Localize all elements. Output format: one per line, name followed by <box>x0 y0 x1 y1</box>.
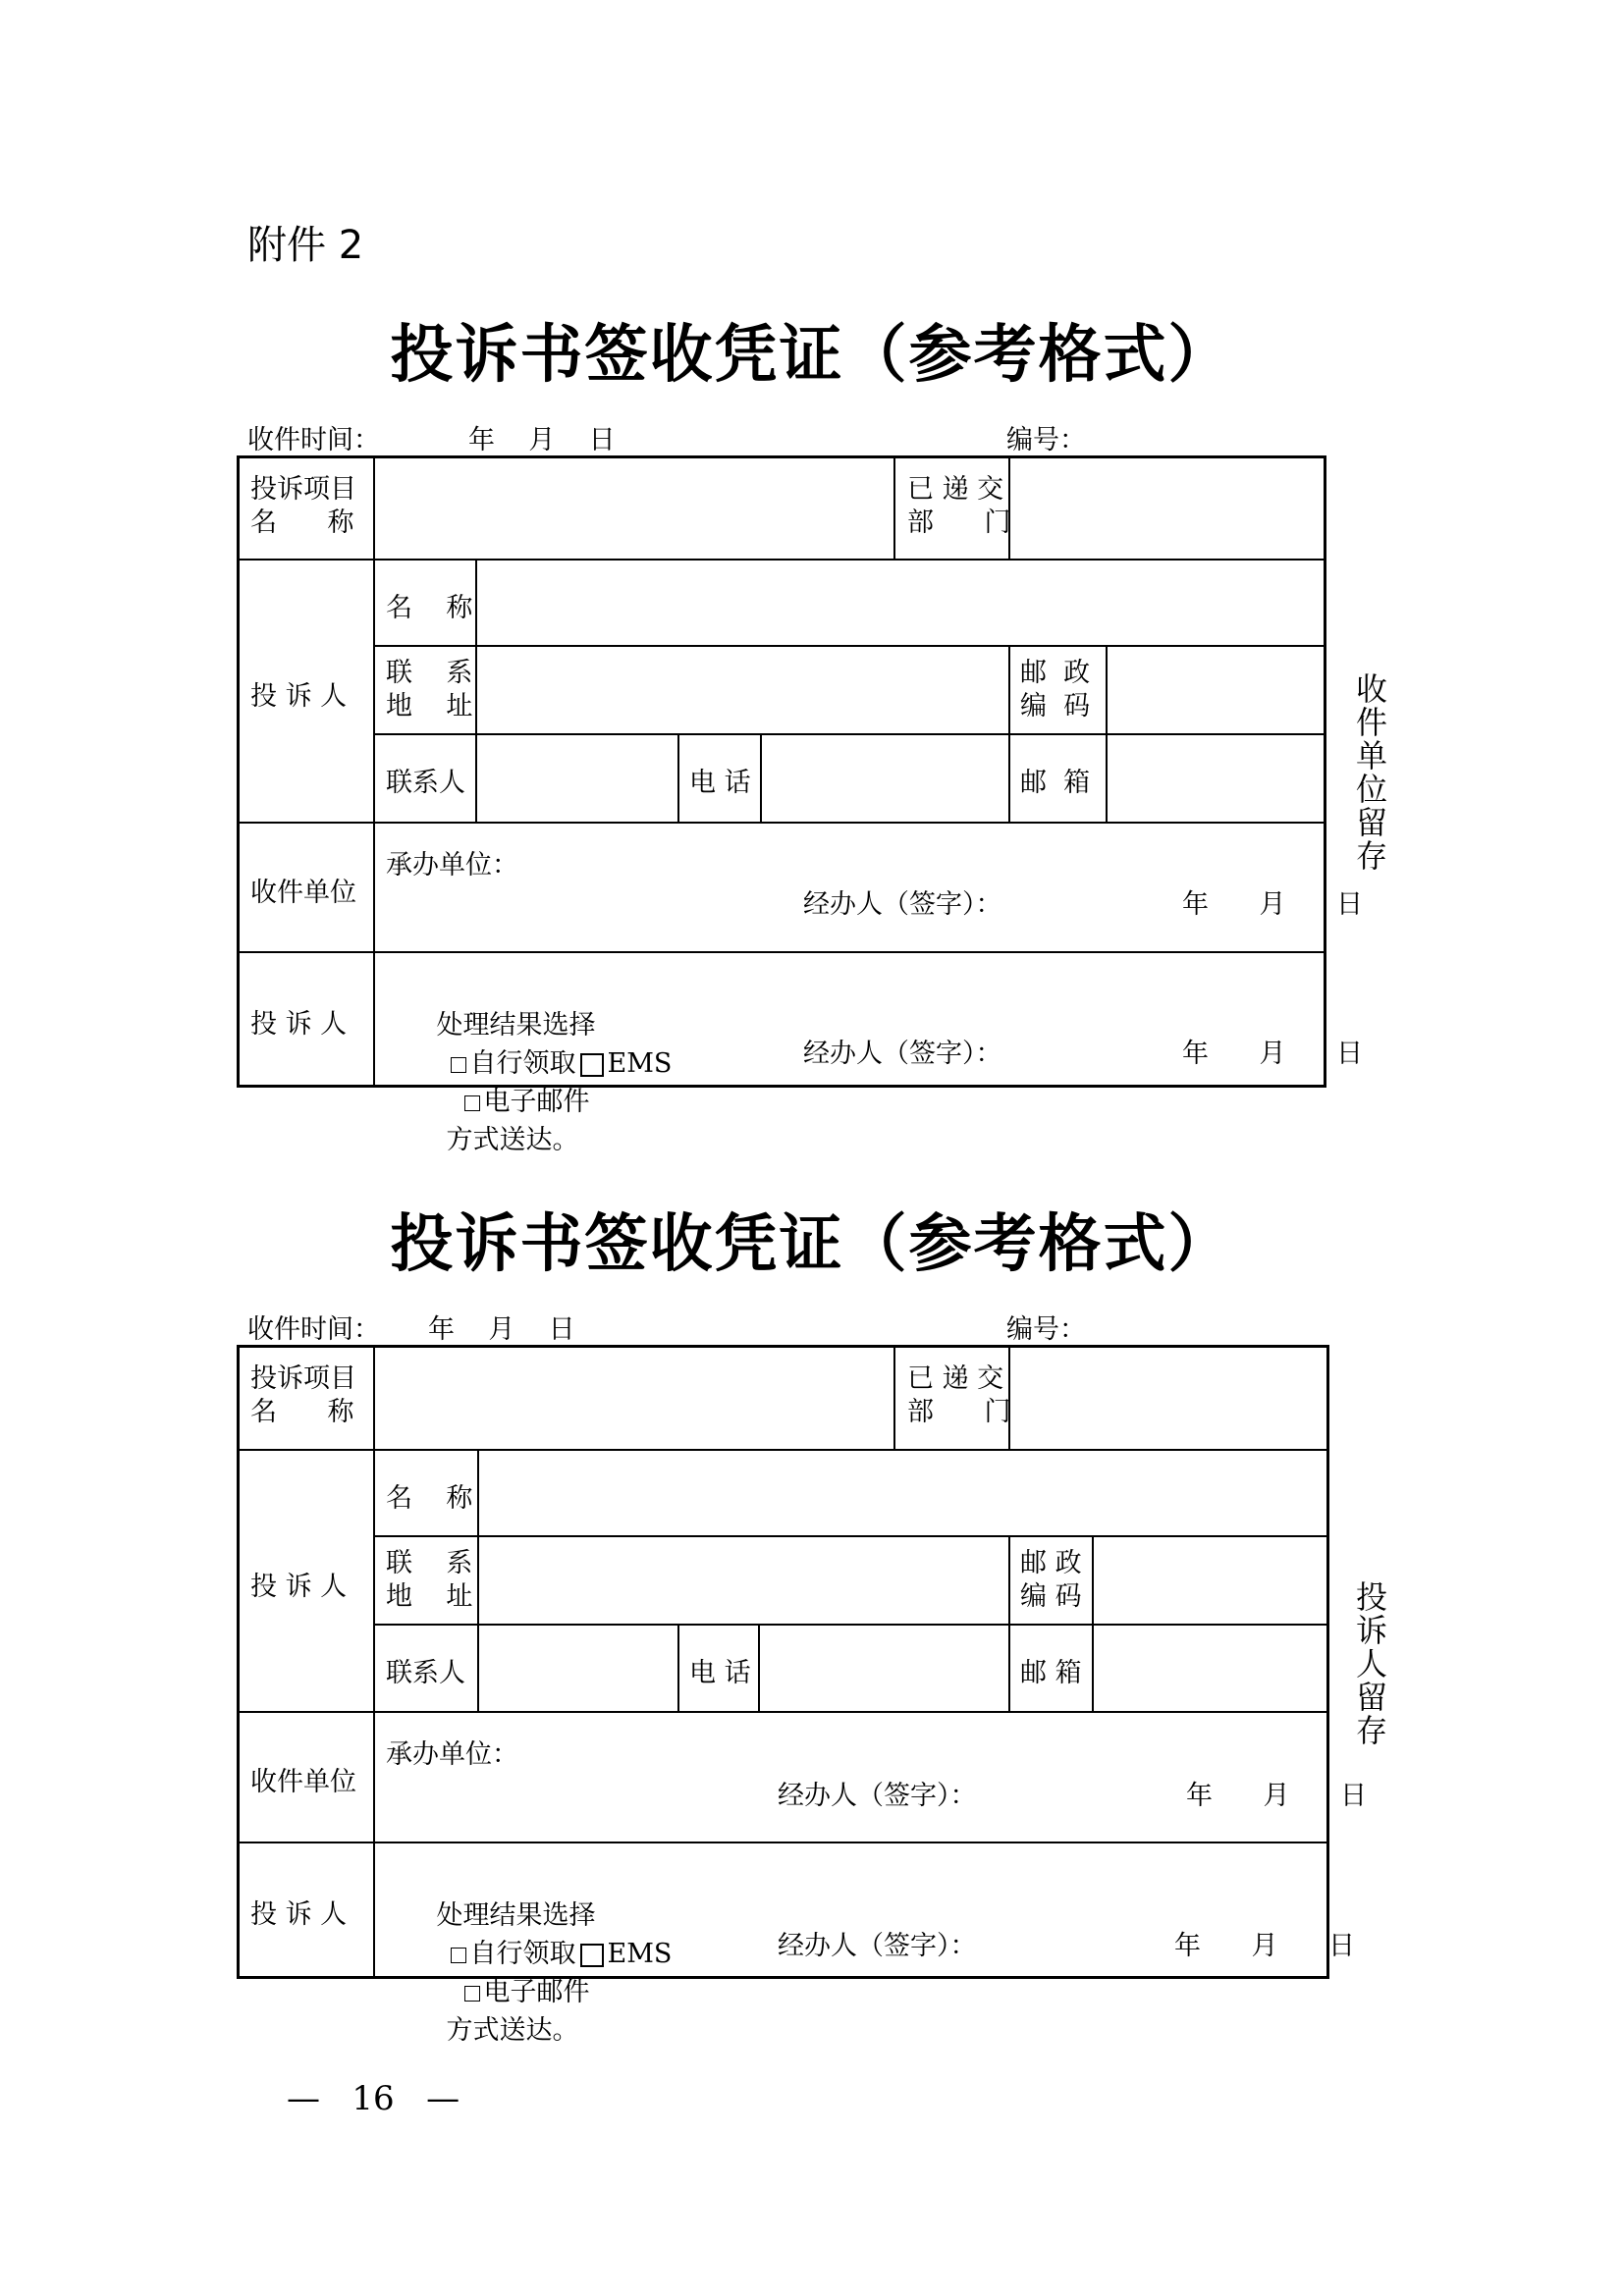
ems-label: EMS <box>607 1939 673 1969</box>
delivered-dept-label: 已 递 交 部 门 <box>893 1348 1008 1449</box>
address-label: 联 系 地 址 <box>373 1535 477 1624</box>
phone-field[interactable] <box>760 733 1008 822</box>
self-pickup-label: 自行领取 <box>469 1048 576 1079</box>
postal-code-field[interactable] <box>1092 1535 1326 1624</box>
phone-label: 电 话 <box>677 1624 758 1711</box>
contact-person-label: 联系人 <box>373 733 475 822</box>
page-number: — 16 — <box>287 2079 460 2118</box>
delivered-dept-field[interactable] <box>1008 458 1324 559</box>
name-field[interactable] <box>475 559 1324 645</box>
result-choice-prefix: 处理结果选择 <box>436 1010 596 1041</box>
form-2-serial-label: 编号： <box>1006 1314 1086 1345</box>
form-1-side-label: 收件单位留存 <box>1351 672 1388 873</box>
sign-date: 年 月 日 <box>1182 1039 1363 1069</box>
form-2-side-label: 投诉人留存 <box>1351 1580 1388 1747</box>
address-field[interactable] <box>477 1535 1008 1624</box>
handler-sign-label: 经办人（签字）： <box>778 1781 977 1811</box>
phone-label: 电 话 <box>677 733 760 822</box>
result-choice-prefix: 处理结果选择 <box>436 1900 596 1931</box>
form-1-table <box>237 455 1363 1155</box>
receiving-unit-label: 收件单位 <box>240 822 373 951</box>
complainant-result-label: 投 诉 人 <box>240 1842 373 1976</box>
project-name-label: 投诉项目 名 称 <box>250 1363 356 1427</box>
project-name-field[interactable] <box>373 458 893 559</box>
self-pickup-checkbox[interactable] <box>451 1948 466 1963</box>
complainant-result-label: 投 诉 人 <box>240 951 373 1085</box>
name-field[interactable] <box>477 1449 1326 1535</box>
handling-unit-label: 承办单位： <box>386 850 518 881</box>
address-label: 联 系 地 址 <box>373 645 475 733</box>
delivered-dept-field[interactable] <box>1008 1348 1326 1449</box>
email-field[interactable] <box>1092 1624 1326 1711</box>
phone-field[interactable] <box>758 1624 1008 1711</box>
name-label: 名 称 <box>373 559 475 645</box>
form-2-table <box>237 1345 1367 2046</box>
sign-date: 年 月 日 <box>1186 1781 1367 1811</box>
result-choice-field <box>373 1842 1355 2046</box>
complainant-group-label: 投 诉 人 <box>240 1449 373 1711</box>
self-pickup-checkbox[interactable] <box>451 1057 466 1073</box>
form-1-receipt-time-label: 收件时间： <box>247 425 380 455</box>
email-label: 邮 箱 <box>1008 1624 1092 1711</box>
handler-sign-label: 经办人（签字）： <box>803 889 1002 920</box>
contact-person-field[interactable] <box>475 733 677 822</box>
receiving-unit-field[interactable] <box>373 822 1363 951</box>
handler-sign-label: 经办人（签字）： <box>803 1039 1002 1069</box>
postal-code-label: 邮 政 编 码 <box>1008 645 1106 733</box>
email-option-label: 电子邮件 <box>483 1087 590 1117</box>
address-field[interactable] <box>475 645 1008 733</box>
contact-person-label: 联系人 <box>373 1624 477 1711</box>
ems-checkbox[interactable] <box>580 1053 604 1077</box>
delivered-dept-label: 已 递 交 部 门 <box>893 458 1008 559</box>
form-2-receipt-time-label: 收件时间： <box>247 1314 380 1345</box>
form-1-receipt-date: 年 月 日 <box>468 425 616 455</box>
project-name-field[interactable] <box>373 1348 893 1449</box>
handling-unit-label: 承办单位： <box>386 1739 518 1770</box>
email-checkbox[interactable] <box>464 1095 480 1111</box>
result-choice-suffix: 方式送达。 <box>446 1125 579 1155</box>
postal-code-label: 邮 政 编 码 <box>1008 1535 1092 1624</box>
form-1-title: 投诉书签收凭证（参考格式） <box>390 318 1233 392</box>
name-label: 名 称 <box>373 1449 477 1535</box>
sign-date: 年 月 日 <box>1182 889 1363 920</box>
contact-person-field[interactable] <box>477 1624 677 1711</box>
postal-code-field[interactable] <box>1106 645 1324 733</box>
result-choice-suffix: 方式送达。 <box>446 2015 579 2046</box>
self-pickup-label: 自行领取 <box>469 1939 576 1969</box>
ems-checkbox[interactable] <box>580 1944 604 1967</box>
form-2-title: 投诉书签收凭证（参考格式） <box>390 1207 1233 1281</box>
email-field[interactable] <box>1106 733 1324 822</box>
sign-date: 年 月 日 <box>1174 1931 1355 1961</box>
email-option-label: 电子邮件 <box>483 1977 590 2007</box>
project-name-label: 投诉项目 名 称 <box>250 474 356 538</box>
attachment-label: 附件 2 <box>247 223 364 268</box>
email-label: 邮 箱 <box>1008 733 1106 822</box>
handler-sign-label: 经办人（签字）： <box>778 1931 977 1961</box>
result-choice-field <box>373 951 1363 1155</box>
form-2-receipt-date: 年 月 日 <box>428 1314 575 1345</box>
email-checkbox[interactable] <box>464 1986 480 2002</box>
receiving-unit-label: 收件单位 <box>240 1711 373 1842</box>
form-1-serial-label: 编号： <box>1006 425 1086 455</box>
receiving-unit-field[interactable] <box>373 1711 1367 1842</box>
complainant-group-label: 投 诉 人 <box>240 559 373 822</box>
ems-label: EMS <box>607 1048 673 1079</box>
